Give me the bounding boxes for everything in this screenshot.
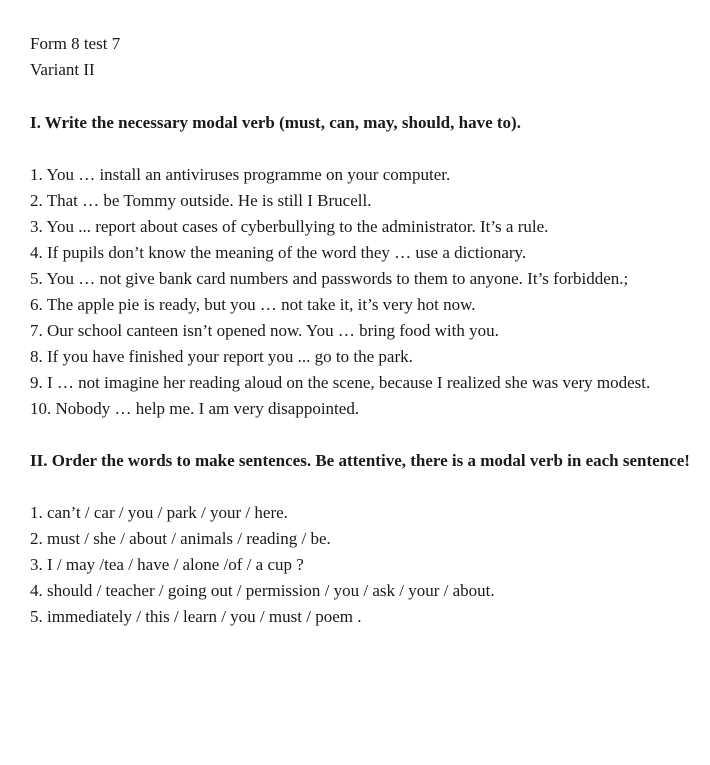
task1-item-6: 6. The apple pie is ready, but you … not take it, it’s very hot now. [30,295,476,314]
task2-title: II. Order the words to make sentences. Be attentive, there is a modal verb in each sentence! [30,451,690,470]
task1-item-4: 4. If pupils don’t know the meaning of the word they … use a dictionary. [30,243,527,262]
task1-item-9: 9. I … not imagine her reading aloud on the scene, because I realized she was very modest. [30,373,651,392]
spacer [30,474,702,500]
task2-item-5: 5. immediately / this / learn / you / must / poem . [30,607,362,626]
task1-item-2: 2. That … be Tommy outside. He is still I Brucell. [30,191,372,210]
variant-heading: Variant II [30,60,95,79]
spacer [30,136,702,162]
task2-item-4: 4. should / teacher / going out / permission / you / ask / your / about. [30,581,495,600]
task1-item-7: 7. Our school canteen isn’t opened now. You … bring food with you. [30,321,499,340]
task1-item-10: 10. Nobody … help me. I am very disappointed. [30,399,360,418]
spacer [30,422,702,448]
task2-item-1: 1. can’t / car / you / park / your / here. [30,503,288,522]
task1-list [30,162,702,422]
task1-item-8: 8. If you have finished your report you ... go to the park. [30,347,413,366]
task1-title: I. Write the necessary modal verb (must, can, may, should, have to). [30,113,521,132]
task2-list [30,500,702,630]
task1-item-1: 1. You … install an antiviruses programme on your computer. [30,165,451,184]
worksheet-page [30,31,702,630]
task2-item-2: 2. must / she / about / animals / reading / be. [30,529,331,548]
task1-item-3: 3. You ... report about cases of cyberbullying to the administrator. It’s a rule. [30,217,549,236]
task2-item-3: 3. I / may /tea / have / alone /of / a cup ? [30,555,304,574]
form-heading: Form 8 test 7 [30,34,121,53]
spacer [30,83,702,110]
task1-item-5: 5. You … not give bank card numbers and passwords to them to anyone. It’s forbidden.; [30,269,629,288]
